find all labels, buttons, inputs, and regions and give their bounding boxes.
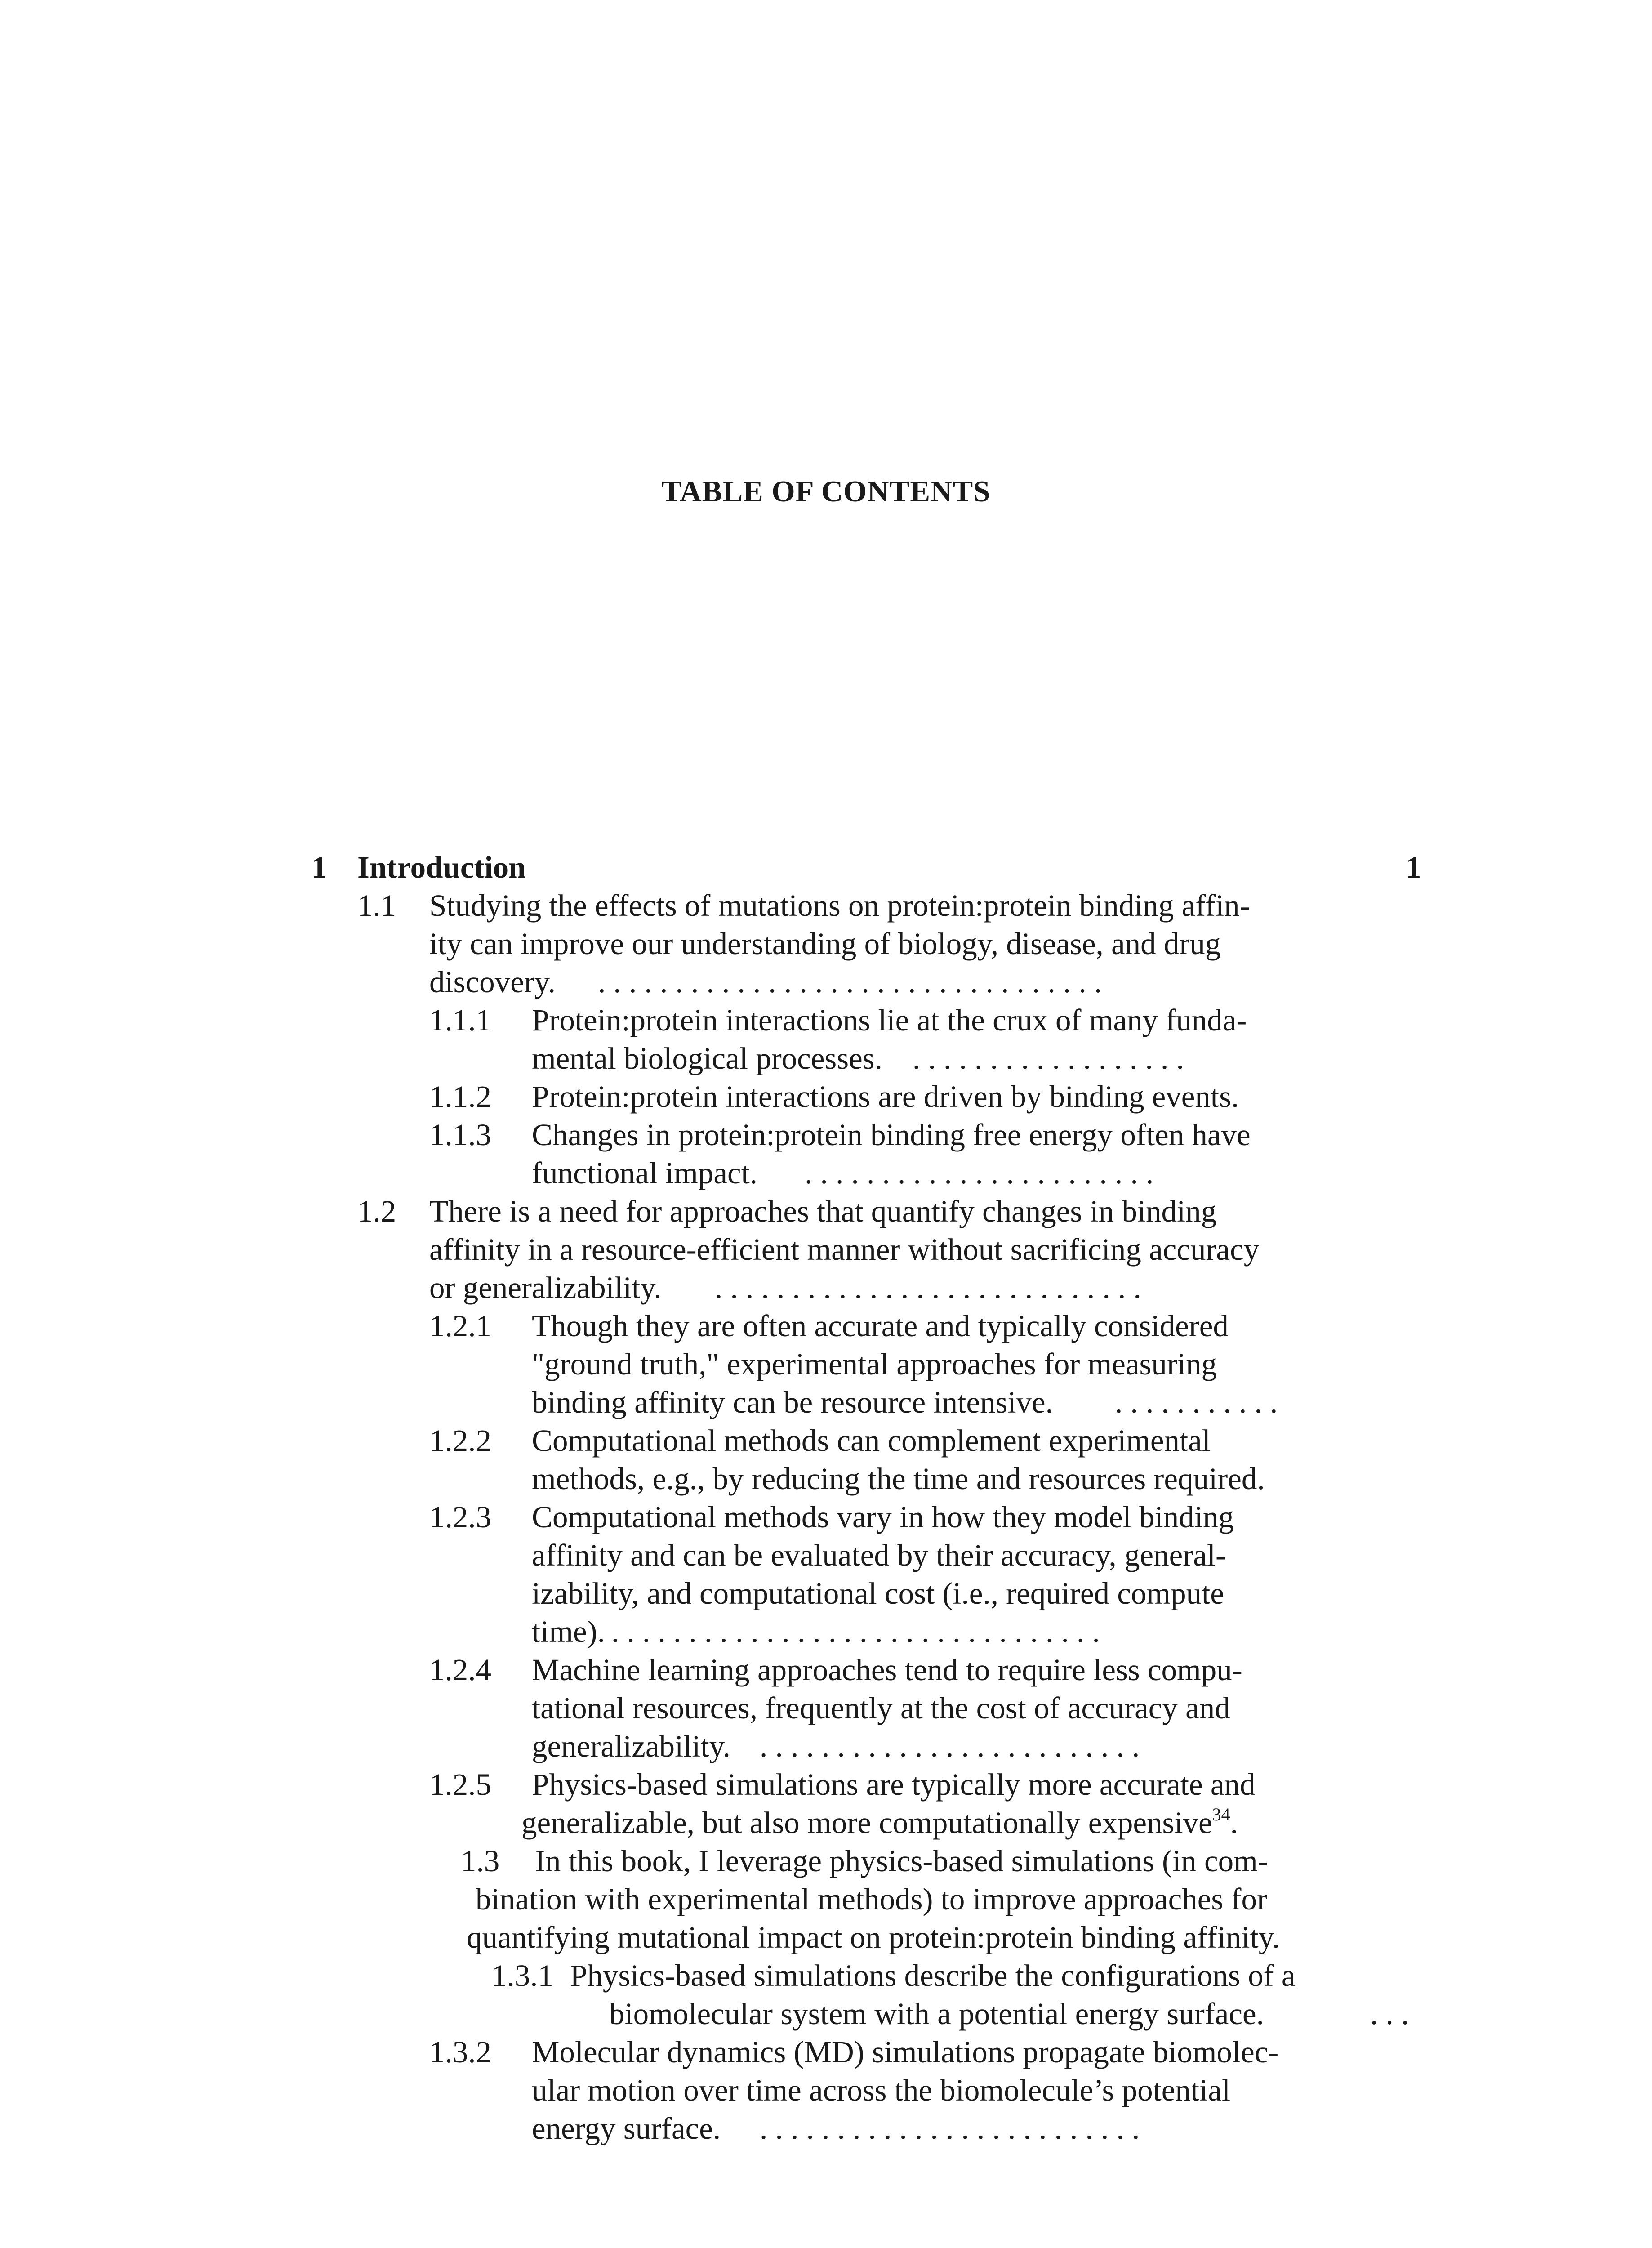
entry-line [521,1804,1238,1842]
dot-leader: . . . . . . . . . . . . . . . . . . . . . . . . . . . . . . . . . [598,965,1102,999]
entry-line: methods, e.g., by reducing the time and resources required. [532,1462,1265,1496]
chapter-number: 1 [312,850,327,884]
dot-leader: . . . . . . . . . . . . . . . . . . . . . . . . . [760,1729,1140,1763]
entry-line: affinity and can be evaluated by their accuracy, general- [532,1538,1226,1572]
chapter-title: Introduction [357,850,526,884]
entry-line-tail: . [1230,1806,1238,1840]
chapter-page: 1 [1406,850,1421,884]
page-title: TABLE OF CONTENTS [661,475,991,508]
entry-line: izability, and computational cost (i.e., required compute [532,1576,1224,1610]
entry-line: discovery. [429,965,556,999]
dot-leader: . . . [1370,1997,1409,2031]
entry-line: Molecular dynamics (MD) simulations propagate biomolec- [532,2035,1279,2069]
entry-number: 1.1.3 [429,1118,491,1152]
entry-line: ular motion over time across the biomolecule’s potential [532,2073,1231,2107]
entry-line: Protein:protein interactions lie at the crux of many funda- [532,1003,1247,1037]
entry-line: functional impact. [532,1156,758,1190]
entry-number: 1.1.1 [429,1003,491,1037]
entry-number: 1.2.2 [429,1423,491,1458]
dot-leader: . . . . . . . . . . . . . . . . . . . . . . . [805,1156,1154,1190]
entry-line: biomolecular system with a potential energy surface. [609,1997,1264,2031]
entry-line: "ground truth," experimental approaches for measuring [532,1347,1217,1381]
entry-line: Studying the effects of mutations on protein:protein binding affin- [429,888,1250,923]
entry-number: 1.2 [357,1194,396,1228]
entry-line: Computational methods vary in how they model binding [532,1500,1234,1534]
entry-number: 1.2.5 [429,1767,491,1802]
citation-superscript: 34 [1212,1804,1230,1824]
entry-line: tational resources, frequently at the cost of accuracy and [532,1691,1230,1725]
entry-line: bination with experimental methods) to improve approaches for [476,1882,1267,1916]
entry-number: 1.2.3 [429,1500,491,1534]
entry-line: generalizability. [532,1729,730,1763]
entry-line: Changes in protein:protein binding free energy often have [532,1118,1251,1152]
entry-number: 1.3.1 [491,1958,553,1993]
entry-line: In this book, I leverage physics-based simulations (in com- [535,1844,1268,1878]
entry-line: Computational methods can complement experimental [532,1423,1211,1458]
entry-line: Physics-based simulations are typically more accurate and [532,1767,1256,1802]
entry-line: Though they are often accurate and typically considered [532,1309,1229,1343]
dot-leader: . . . . . . . . . . . . . . . . . . . . . . . . . [760,2111,1140,2145]
entry-line: Physics-based simulations describe the configurations of a [570,1958,1296,1993]
dot-leader: . . . . . . . . . . . [1115,1385,1278,1419]
dot-leader: . . . . . . . . . . . . . . . . . . . . . . . . . . . . . . . . [611,1615,1100,1649]
entry-line: There is a need for approaches that quantify changes in binding [429,1194,1217,1228]
entry-number: 1.1 [357,888,396,923]
entry-line: binding affinity can be resource intensive. [532,1385,1053,1419]
entry-line: affinity in a resource-efficient manner without sacrificing accuracy [429,1232,1260,1267]
dot-leader: . . . . . . . . . . . . . . . . . . . . . . . . . . . . [715,1271,1141,1305]
entry-line: quantifying mutational impact on protein:protein binding affinity. [467,1920,1280,1954]
entry-line: ity can improve our understanding of biology, disease, and drug [429,927,1221,961]
entry-number: 1.3.2 [429,2035,491,2069]
entry-number: 1.2.4 [429,1653,491,1687]
entry-line: Machine learning approaches tend to require less compu- [532,1653,1242,1687]
entry-number: 1.3 [461,1844,500,1878]
entry-line: time). [532,1615,605,1649]
entry-number: 1.2.1 [429,1309,491,1343]
entry-line: mental biological processes. [532,1041,882,1075]
entry-line: energy surface. [532,2111,721,2145]
dot-leader: . . . . . . . . . . . . . . . . . . [913,1041,1184,1075]
entry-line-text: generalizable, but also more computationally expensive [521,1806,1212,1840]
entry-line: Protein:protein interactions are driven by binding events. [532,1079,1239,1114]
entry-line: or generalizability. [429,1271,662,1305]
entry-number: 1.1.2 [429,1079,491,1114]
